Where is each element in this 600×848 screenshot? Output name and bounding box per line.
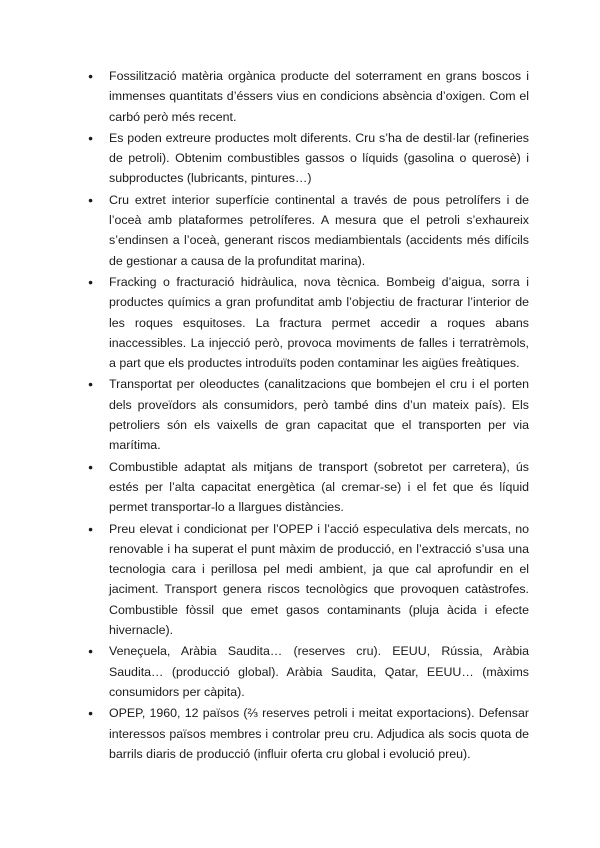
bullet-item-fracking: ● Fracking o fracturació hidràulica, nova tècnica. Bombeig d’aigua, sorra i productes químics a gran profunditat amb l’objectiu de fracturar l’interior de les roques esquitoses. La fractura permet accedir a roques abans inaccessibles. La injecció però, provoca moviments de falles i terratrèmols, a part que els productes introduïts poden contaminar les aigües freàtiques.	[88, 272, 529, 373]
bullet-list	[88, 66, 529, 765]
bullet-item-transport: ● Transportat per oleoductes (canalitzacions que bombejen el cru i el porten dels proveïdors als consumidors, però també dins d’un mateix país). Els petroliers són els vaixells de gran capacitat que el transporten per via marítima.	[88, 374, 529, 455]
bullet-item-paisos: ● Veneçuela, Aràbia Saudita… (reserves cru). EEUU, Rússia, Aràbia Saudita… (producció global). Aràbia Saudita, Qatar, EEUU… (màxims consumidors per càpita).	[88, 641, 529, 702]
bullet-item-fossilitzacio: ● Fossilització matèria orgànica producte del soterrament en grans boscos i immenses quantitats d’éssers vius en condicions absència d’oxigen. Com el carbó però més recent.	[88, 66, 529, 127]
bullet-item-preu: ● Preu elevat i condicionat per l’OPEP i l’acció especulativa dels mercats, no renovable i ha superat el punt màxim de producció, en l’extracció s’usa una tecnologia cara i perillosa pel medi ambient, ja que cal aprofundir en el jaciment. Transport genera riscos tecnològics que provoquen catàstrofes. Combustible fòssil que emet gasos contaminants (pluja àcida i efecte hivernacle).	[88, 519, 529, 641]
bullet-item-combustible: ● Combustible adaptat als mitjans de transport (sobretot per carretera), ús estés per l’alta capacitat energètica (al cremar-se) i el fet que és líquid permet transportar-lo a llargues distàncies.	[88, 457, 529, 518]
bullet-item-productes: ● Es poden extreure productes molt diferents. Cru s’ha de destil·lar (refineries de petroli). Obtenim combustibles gassos o líquids (gasolina o querosè) i subproductes (lubricants, pintures…)	[88, 128, 529, 189]
bullet-item-opep: ● OPEP, 1960, 12 països (⅔ reserves petroli i meitat exportacions). Defensar interessos països membres i controlar preu cru. Adjudica als socis quota de barrils diaris de producció (influir oferta cru global i evolució preu).	[88, 703, 529, 764]
bullet-item-extraccio: ● Cru extret interior superfície continental a través de pous petrolífers i de l’oceà amb plataformes petrolíferes. A mesura que el petroli s’exhaureix s’endinsen a l’oceà, generant riscos mediambientals (accidents més difícils de gestionar a causa de la profunditat marina).	[88, 190, 529, 271]
